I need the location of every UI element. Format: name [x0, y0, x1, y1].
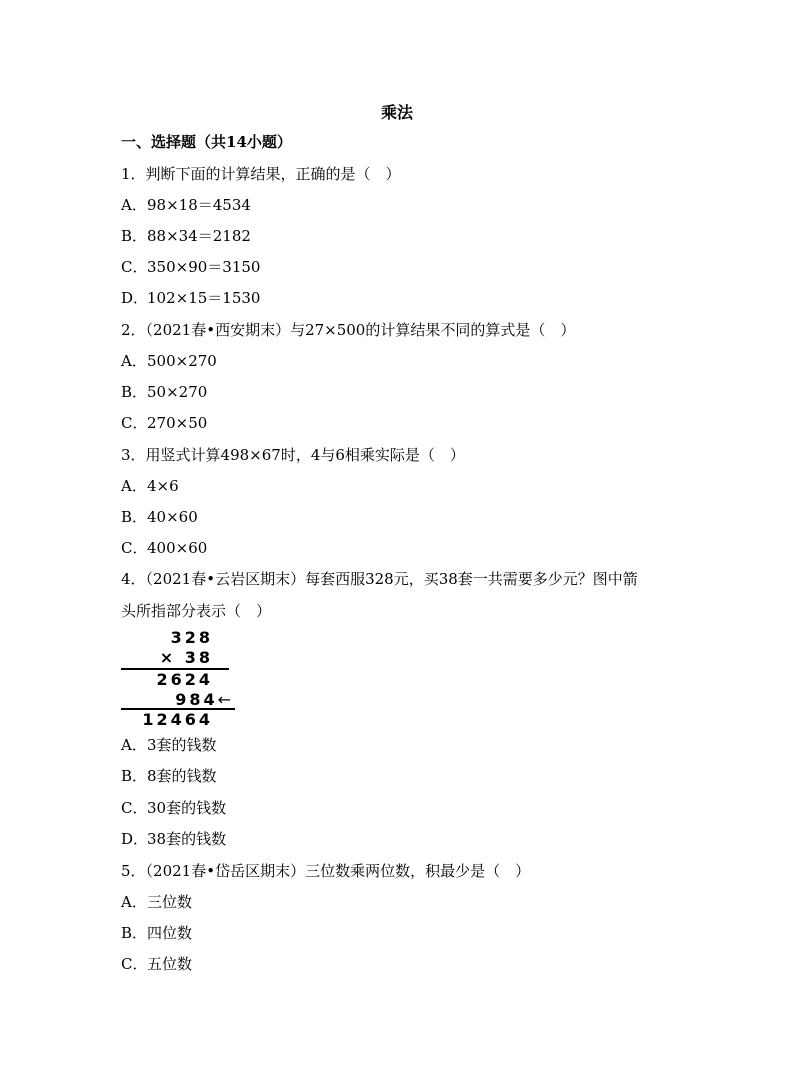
question-1-option-d	[121, 288, 260, 308]
question-5-option-b	[121, 923, 192, 943]
question-4-option-c	[121, 798, 226, 818]
question-1-option-a	[121, 195, 251, 215]
calc-partial-2: 984	[175, 690, 218, 709]
calc-partial-2-row	[175, 690, 231, 709]
question-1-option-c	[121, 257, 260, 277]
question-5-option-a	[121, 892, 192, 912]
question-4-option-b	[121, 766, 217, 786]
question-3-stem: 3．用竖式计算498×67时，4与6相乘实际是（ ）	[121, 446, 465, 464]
option-label: B．	[121, 924, 148, 942]
question-4-option-a	[121, 735, 217, 755]
option-label: A．	[121, 477, 147, 495]
option-text: 38套的钱数	[147, 830, 227, 848]
option-label: A．	[121, 736, 147, 754]
option-label: B．	[121, 508, 148, 526]
option-text: 4×6	[147, 477, 179, 495]
calc-result: 12464	[142, 710, 213, 729]
option-text: 88×34＝2182	[147, 227, 251, 245]
option-text: 五位数	[147, 955, 193, 973]
option-text: 8套的钱数	[147, 767, 217, 785]
option-text: 270×50	[147, 414, 208, 432]
section-heading: 一、选择题（共14小题）	[121, 133, 292, 151]
question-5-stem: 5．（2021春•岱岳区期末）三位数乘两位数，积最少是（ ）	[121, 862, 531, 880]
arrow-left-icon: ←	[217, 690, 231, 709]
option-text: 四位数	[147, 924, 193, 942]
question-2-option-b	[121, 382, 207, 402]
option-label: B．	[121, 767, 148, 785]
option-label: A．	[121, 196, 147, 214]
option-label: C．	[121, 955, 148, 973]
vertical-multiplication	[121, 628, 241, 732]
calc-partial-1: 2624	[156, 670, 213, 689]
question-3-option-a	[121, 476, 179, 496]
option-text: 500×270	[147, 352, 217, 370]
question-3-option-c	[121, 538, 207, 558]
option-text: 50×270	[147, 383, 208, 401]
option-label: C．	[121, 799, 148, 817]
option-label: C．	[121, 539, 148, 557]
question-1-stem: 1．判断下面的计算结果，正确的是（ ）	[121, 165, 401, 183]
option-label: B．	[121, 383, 148, 401]
option-text: 30套的钱数	[147, 799, 227, 817]
option-label: D．	[121, 830, 149, 848]
option-text: 三位数	[147, 893, 193, 911]
option-text: 98×18＝4534	[147, 196, 251, 214]
option-label: C．	[121, 258, 148, 276]
question-2-option-c	[121, 413, 207, 433]
question-1-option-b	[121, 226, 251, 246]
option-label: B．	[121, 227, 148, 245]
question-2-stem: 2．（2021春•西安期末）与27×500的计算结果不同的算式是（ ）	[121, 321, 576, 339]
calc-multiplier: × 38	[159, 648, 213, 667]
question-3-option-b	[121, 507, 198, 527]
option-text: 102×15＝1530	[147, 289, 261, 307]
option-label: C．	[121, 414, 148, 432]
question-4-stem-line-2: 头所指部分表示（ ）	[121, 602, 272, 620]
calc-multiplicand: 328	[170, 628, 213, 647]
option-text: 3套的钱数	[147, 736, 217, 754]
page-title: 乘法	[380, 103, 413, 122]
question-5-option-c	[121, 954, 192, 974]
option-label: D．	[121, 289, 149, 307]
option-text: 400×60	[147, 539, 208, 557]
option-label: A．	[121, 352, 147, 370]
question-2-option-a	[121, 351, 217, 371]
option-label: A．	[121, 893, 147, 911]
question-4-stem-line-1: 4．（2021春•云岩区期末）每套西服328元，买38套一共需要多少元？图中箭	[121, 570, 638, 588]
option-text: 350×90＝3150	[147, 258, 261, 276]
option-text: 40×60	[147, 508, 198, 526]
question-4-option-d	[121, 829, 226, 849]
